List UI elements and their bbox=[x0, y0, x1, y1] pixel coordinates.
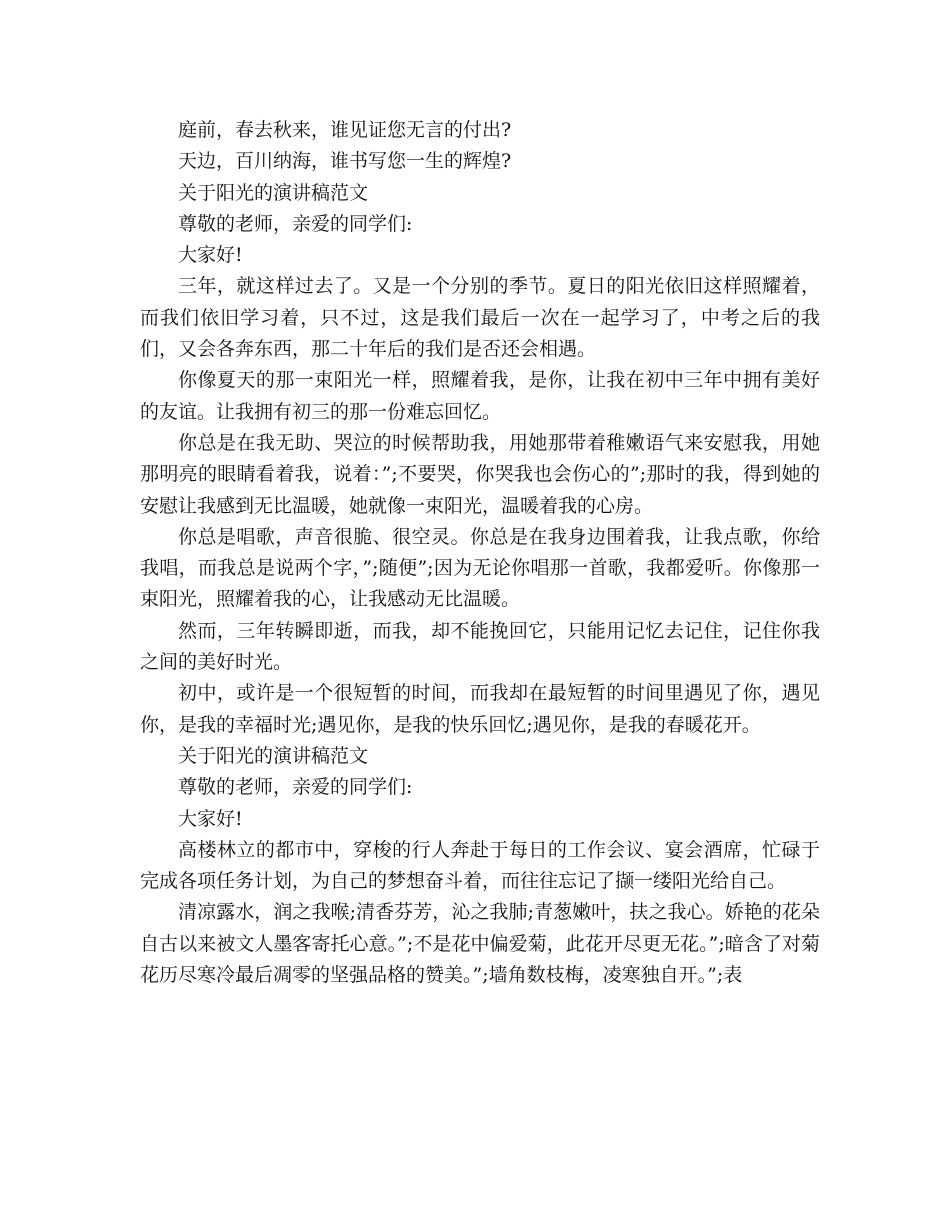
salutation: 尊敬的老师，亲爱的同学们: bbox=[178, 776, 413, 799]
paragraph: 三年，就这样过去了。又是一个分别的季节。夏日的阳光依旧这样照耀着，而我们依旧学习着，只不过，这是我们最后一次在一起学习了，中考之后的我们，又会各奔东西，那二十年后的我们是否还会相遇。 bbox=[140, 275, 820, 361]
greeting: 大家好! bbox=[178, 244, 243, 267]
paragraph: 你总是在我无助、哭泣的时候帮助我，用她那带着稚嫩语气来安慰我，用她那明亮的眼睛看着我，说着：”;不要哭，你哭我也会伤心的”;那时的我，得到她的安慰让我感到无比温暖，她就像一束阳光，温暖着我的心房。 bbox=[140, 431, 820, 517]
paragraph: 初中，或许是一个很短暂的时间，而我却在最短暂的时间里遇见了你，遇见你，是我的幸福时光;遇见你，是我的快乐回忆;遇见你，是我的春暖花开。 bbox=[140, 682, 820, 736]
section-title: 关于阳光的演讲稿范文 bbox=[178, 181, 369, 204]
document-body bbox=[140, 115, 820, 991]
section-title: 关于阳光的演讲稿范文 bbox=[178, 744, 369, 767]
paragraph: 你总是唱歌，声音很脆、很空灵。你总是在我身边围着我，让我点歌，你给我唱，而我总是说两个字，”;随便”;因为无论你唱那一首歌，我都爱听。你像那一束阳光，照耀着我的心，让我感动无比温暖。 bbox=[140, 525, 820, 611]
paragraph: 天边，百川纳海，谁书写您一生的辉煌? bbox=[178, 150, 512, 173]
salutation: 尊敬的老师，亲爱的同学们: bbox=[178, 212, 413, 235]
paragraph: 庭前，春去秋来，谁见证您无言的付出? bbox=[178, 119, 512, 141]
paragraph: 你像夏天的那一束阳光一样，照耀着我，是你，让我在初中三年中拥有美好的友谊。让我拥有初三的那一份难忘回忆。 bbox=[140, 369, 820, 423]
paragraph: 清凉露水，润之我喉;清香芬芳，沁之我肺;青葱嫩叶，扶之我心。娇艳的花朵自古以来被文人墨客寄托心意。”;不是花中偏爱菊，此花开尽更无花。”;暗含了对菊花历尽寒冷最后凋零的坚强品格的赞美。”;墙角数枝梅，凌寒独自开。”;表 bbox=[140, 901, 820, 987]
paragraph: 高楼林立的都市中，穿梭的行人奔赴于每日的工作会议、宴会酒席，忙碌于完成各项任务计划，为自己的梦想奋斗着，而往往忘记了撷一缕阳光给自己。 bbox=[140, 838, 820, 893]
greeting: 大家好! bbox=[178, 807, 243, 830]
paragraph: 然而，三年转瞬即逝，而我，却不能挽回它，只能用记忆去记住，记住你我之间的美好时光。 bbox=[140, 619, 820, 674]
